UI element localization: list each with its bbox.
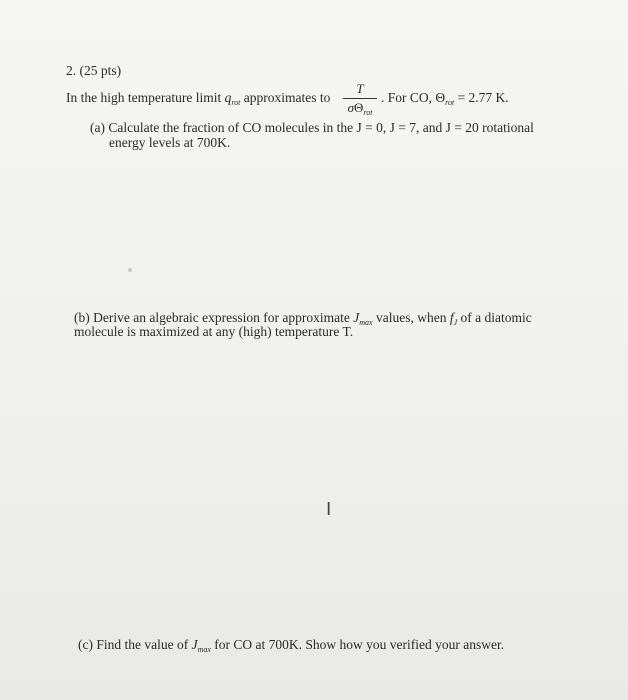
- part-b-line-2: molecule is maximized at any (high) temperature T.: [74, 324, 354, 339]
- question-points: (25 pts): [79, 63, 122, 78]
- fraction-numerator: T: [356, 81, 364, 96]
- fraction-denominator: $\sigma\Theta_{rot}$: [347, 100, 373, 117]
- high-temp-fraction: [343, 81, 377, 116]
- part-c-line: (c) Find the value of $J_{max}$ for CO at 700K. Show how you verified your answer.: [78, 637, 505, 654]
- question-header: [66, 63, 121, 79]
- part-a-line-1: (a) Calculate the fraction of CO molecules in the J = 0, J = 7, and J = 20 rotational: [90, 120, 534, 135]
- question-number: 2.: [66, 63, 77, 78]
- text-cursor-icon: I: [326, 499, 332, 520]
- paper-smudge: [128, 268, 132, 272]
- question-intro: In the high temperature limit $q_{rot}$ approximates to: [66, 90, 331, 107]
- part-a-line-2: energy levels at 700K.: [109, 135, 231, 150]
- part-b-line-1: (b) Derive an algebraic expression for approximate $J_{max}$ values, when $f_J$ of a diatomic: [74, 310, 532, 327]
- co-theta-value: . For CO, $\Theta_{rot} = 2.77$ K.: [381, 90, 509, 107]
